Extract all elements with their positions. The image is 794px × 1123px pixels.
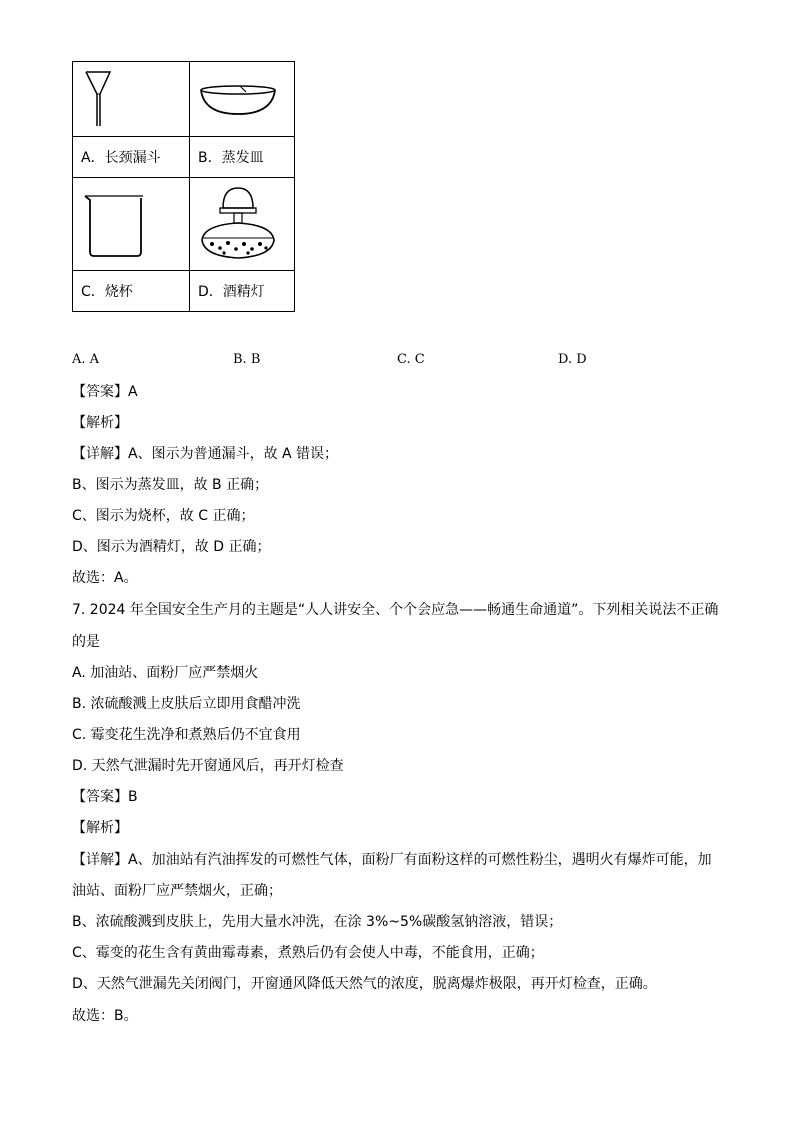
label-alcohol-lamp: D．酒精灯 (190, 271, 295, 312)
beaker-icon (73, 178, 181, 270)
q7-analysis-heading: 【解析】 (72, 820, 128, 836)
q6-conclusion: 故选：A。 (72, 570, 138, 586)
option-d: D. D (558, 352, 587, 367)
q7-detail-line: 油站、面粉厂应严禁烟火，正确； (72, 883, 282, 899)
evaporating-dish-icon (190, 62, 286, 136)
funnel-icon (73, 62, 181, 136)
q7-option-a: A. 加油站、面粉厂应严禁烟火 (72, 665, 259, 681)
option-a: A. A (72, 352, 100, 367)
q7-detail-line: B、浓硫酸溅到皮肤上，先用大量水冲洗，在涂 3%~5%碳酸氢钠溶液，错误； (72, 914, 563, 930)
table-cell-evaporating-dish (190, 62, 295, 137)
table-cell-alcohol-lamp (190, 178, 295, 271)
q6-detail-line: D、图示为酒精灯，故 D 正确； (72, 539, 271, 555)
table-cell-funnel (73, 62, 190, 137)
label-beaker: C．烧杯 (73, 271, 190, 312)
q7-option-c: C. 霉变花生洗净和煮熟后仍不宜食用 (72, 727, 301, 743)
table-cell-beaker (73, 178, 190, 271)
q6-analysis-heading: 【解析】 (72, 415, 128, 431)
q7-detail-line: 【详解】A、加油站有汽油挥发的可燃性气体，面粉厂有面粉这样的可燃性粉尘，遇明火有爆炸可能，加 (72, 852, 712, 868)
q7-option-b: B. 浓硫酸溅上皮肤后立即用食醋冲洗 (72, 696, 301, 712)
q7-option-d: D. 天然气泄漏时先开窗通风后，再开灯检查 (72, 758, 344, 774)
q6-detail-line: B、图示为蒸发皿，故 B 正确； (72, 477, 269, 493)
q7-stem-line: 7. 2024 年全国安全生产月的主题是“人人讲安全、个个会应急——畅通生命通道”。下列相关说法不正确 (72, 602, 719, 618)
q6-answer: 【答案】A (72, 384, 138, 400)
q6-detail-line: 【详解】A、图示为普通漏斗，故 A 错误； (72, 446, 339, 462)
option-c: C. C (397, 352, 425, 367)
q6-detail-line: C、图示为烧杯，故 C 正确； (72, 508, 255, 524)
q7-conclusion: 故选：B。 (72, 1008, 138, 1024)
alcohol-lamp-icon (190, 178, 286, 270)
apparatus-table (72, 61, 295, 312)
label-evaporating-dish: B．蒸发皿 (190, 137, 295, 178)
q7-detail-line: C、霉变的花生含有黄曲霉毒素，煮熟后仍有会使人中毒，不能食用，正确； (72, 945, 544, 961)
q7-answer: 【答案】B (72, 789, 138, 805)
q7-stem-line: 的是 (72, 634, 100, 650)
option-b: B. B (233, 352, 261, 367)
q7-detail-line: D、天然气泄漏先关闭阀门，开窗通风降低天然气的浓度，脱离爆炸极限，再开灯检查，正确。 (72, 976, 657, 992)
label-funnel: A．长颈漏斗 (73, 137, 190, 178)
